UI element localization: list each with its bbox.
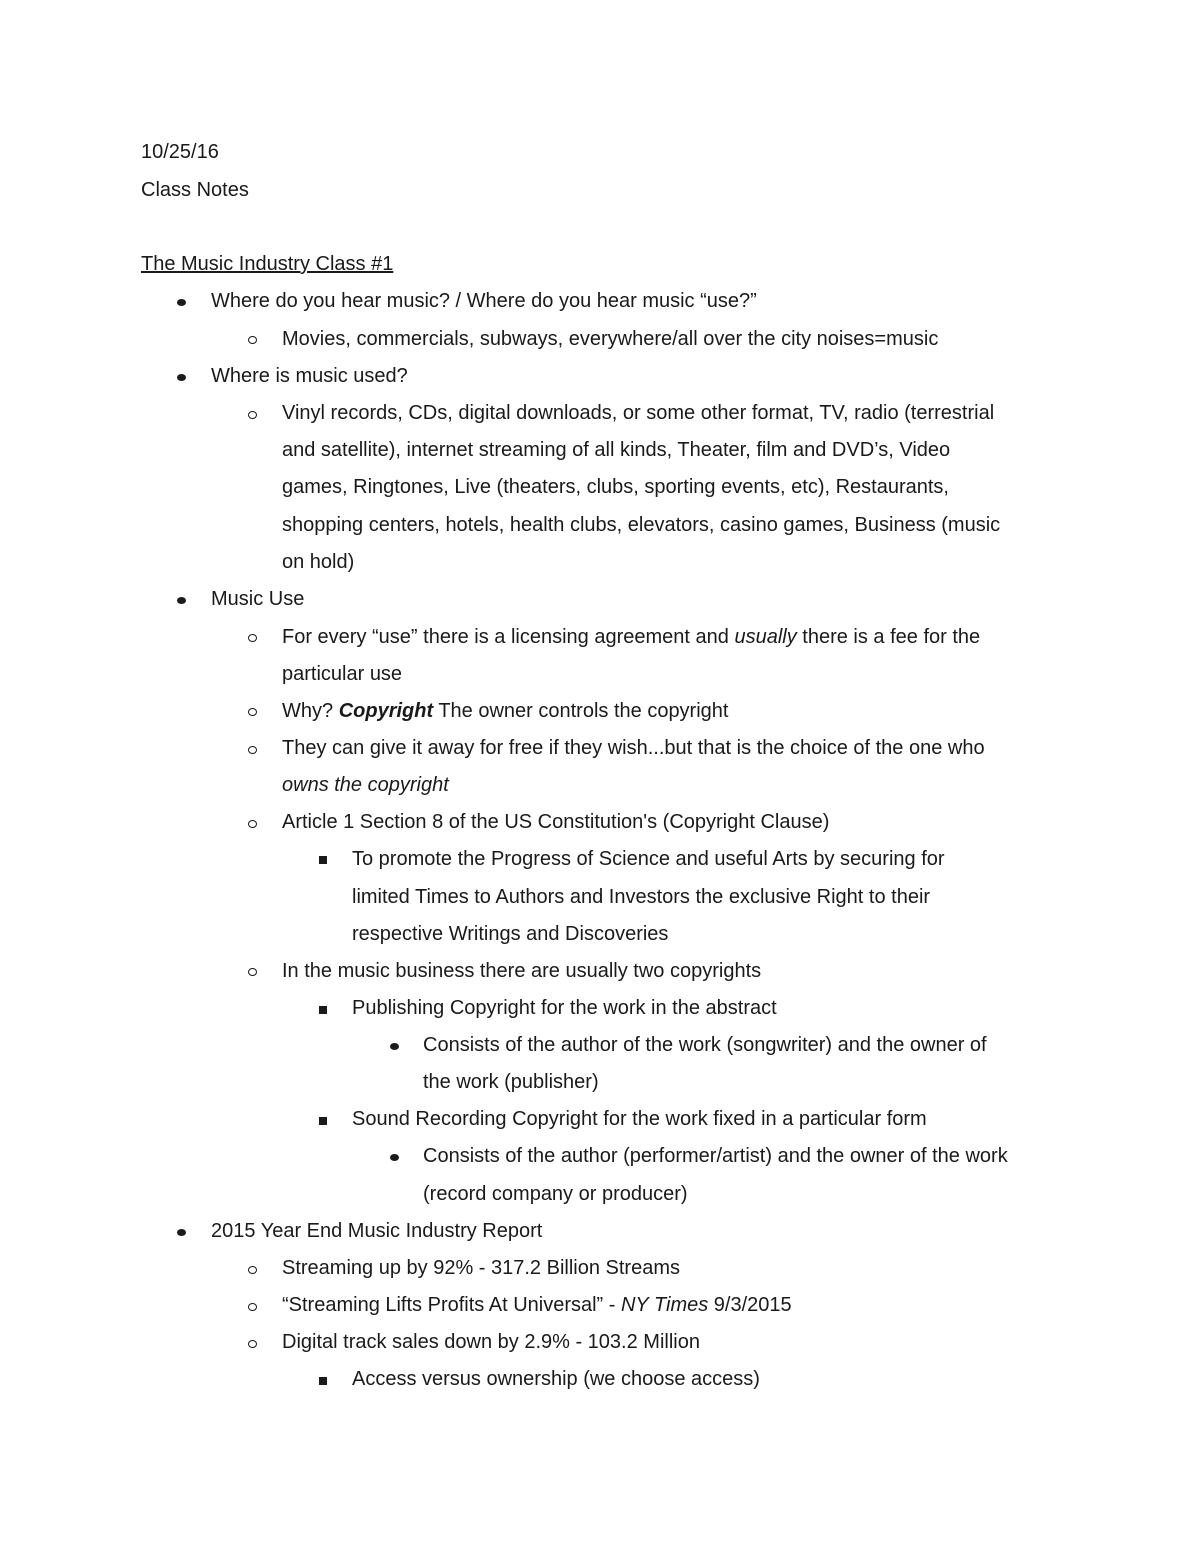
list-item-promote-line1: To promote the Progress of Science and useful Arts by securing for — [352, 848, 945, 870]
circle-bullet-icon — [248, 411, 257, 419]
circle-bullet-icon — [248, 634, 257, 642]
list-item-use-line1 — [282, 626, 980, 649]
square-bullet-icon — [319, 856, 327, 864]
date-line: 10/25/16 — [141, 141, 219, 163]
list-item-sound-sub-line1: Consists of the author (performer/artist) and the owner of the work — [423, 1145, 1008, 1167]
list-item-promote-line2: limited Times to Authors and Investors the exclusive Right to their — [352, 886, 931, 908]
circle-bullet-icon — [248, 1303, 257, 1311]
use-text-emphasis: usually — [734, 626, 797, 648]
list-item-sound: Sound Recording Copyright for the work fixed in a particular form — [352, 1108, 927, 1130]
use-text-a: For every “use” there is a licensing agreement and — [282, 626, 735, 648]
circle-bullet-icon — [248, 820, 257, 828]
list-item-article: Article 1 Section 8 of the US Constitution's (Copyright Clause) — [282, 811, 830, 833]
square-bullet-icon — [319, 1377, 327, 1385]
list-item-digital: Digital track sales down by 2.9% - 103.2 Million — [282, 1331, 700, 1353]
circle-bullet-icon — [248, 746, 257, 754]
list-item-q2-answer-line5: on hold) — [282, 551, 355, 573]
list-item-why — [282, 700, 728, 723]
list-item-q2-answer-line4: shopping centers, hotels, health clubs, elevators, casino games, Business (music — [282, 514, 1001, 536]
list-item-streaming: Streaming up by 92% - 317.2 Billion Streams — [282, 1257, 680, 1279]
list-item-music-use: Music Use — [211, 588, 305, 610]
list-item-q1-answer: Movies, commercials, subways, everywhere/all over the city noises=music — [282, 328, 939, 350]
free-text-italic: owns the copyright — [282, 774, 449, 796]
page-title: The Music Industry Class #1 — [141, 253, 394, 275]
list-item-q2-answer-line3: games, Ringtones, Live (theaters, clubs, sporting events, etc), Restaurants, — [282, 476, 949, 498]
list-item-publishing: Publishing Copyright for the work in the abstract — [352, 997, 777, 1019]
disc-bullet-icon — [390, 1043, 399, 1050]
list-item-promote-line3: respective Writings and Discoveries — [352, 923, 669, 945]
disc-bullet-icon — [177, 597, 186, 604]
disc-bullet-icon — [177, 1229, 186, 1236]
list-item-use-line2: particular use — [282, 663, 403, 685]
disc-bullet-icon — [390, 1154, 399, 1161]
circle-bullet-icon — [248, 1266, 257, 1274]
list-item-access: Access versus ownership (we choose access) — [352, 1368, 760, 1390]
list-item-report: 2015 Year End Music Industry Report — [211, 1220, 543, 1242]
list-item-q2: Where is music used? — [211, 365, 408, 387]
circle-bullet-icon — [248, 336, 257, 344]
disc-bullet-icon — [177, 374, 186, 381]
list-item-q2-answer-line1: Vinyl records, CDs, digital downloads, or some other format, TV, radio (terrestrial — [282, 402, 995, 424]
circle-bullet-icon — [248, 1340, 257, 1348]
list-item-free-line2 — [282, 774, 449, 797]
list-item-nyt — [282, 1294, 792, 1317]
square-bullet-icon — [319, 1006, 327, 1014]
why-text-c: The owner controls the copyright — [433, 700, 729, 722]
nyt-text-a: “Streaming Lifts Profits At Universal” - — [282, 1294, 621, 1316]
nyt-text-source: NY Times — [620, 1294, 709, 1316]
square-bullet-icon — [319, 1117, 327, 1125]
why-text-a: Why? — [282, 700, 339, 722]
disc-bullet-icon — [177, 299, 186, 306]
list-item-publishing-sub-line2: the work (publisher) — [423, 1071, 599, 1093]
circle-bullet-icon — [248, 968, 257, 976]
list-item-q2-answer-line2: and satellite), internet streaming of all kinds, Theater, film and DVD’s, Video — [282, 439, 951, 461]
list-item-two-copyrights: In the music business there are usually two copyrights — [282, 960, 762, 982]
subtitle-line: Class Notes — [141, 179, 249, 201]
use-text-c: there is a fee for the — [796, 626, 981, 648]
circle-bullet-icon — [248, 708, 257, 716]
list-item-sound-sub-line2: (record company or producer) — [423, 1183, 688, 1205]
list-item-publishing-sub-line1: Consists of the author of the work (songwriter) and the owner of — [423, 1034, 987, 1056]
list-item-q1: Where do you hear music? / Where do you hear music “use?” — [211, 290, 757, 312]
list-item-free-line1: They can give it away for free if they wish...but that is the choice of the one who — [282, 737, 985, 759]
why-text-copyright: Copyright — [338, 700, 434, 722]
nyt-text-date: 9/3/2015 — [708, 1294, 792, 1316]
